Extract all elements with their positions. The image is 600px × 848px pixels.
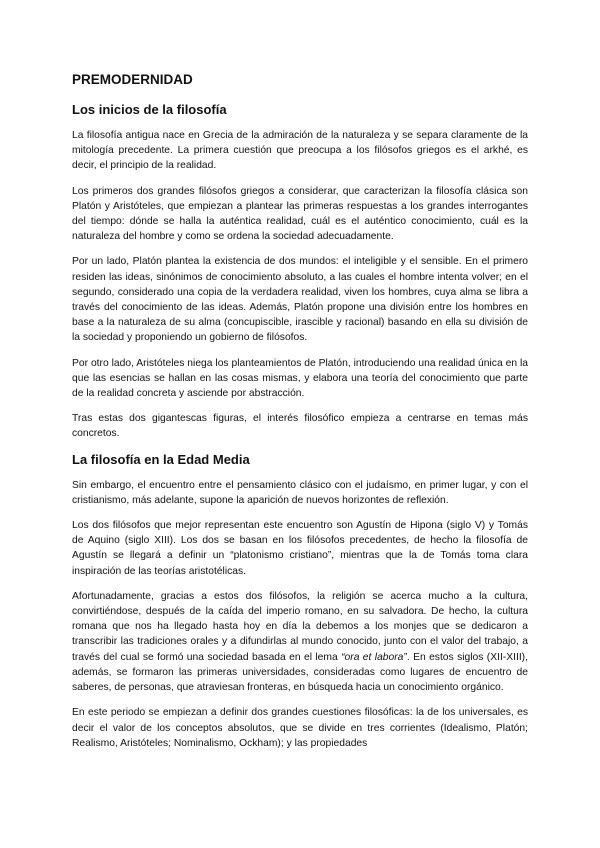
paragraph-text: Afortunadamente, gracias a estos dos filósofos, la religión se acerca mucho a la cultura, convirtiéndose, después de la caída del imperio romano, en su salvadora. De hecho, la cultura romana que nos ha llegado hasta hoy en día la debemos a los monjes que se dedicaron a transcribir las tradiciones orales y a difundirlas al mundo conocido, junto con el valor del trabajo, a través del cual se formó una sociedad basada en el lema [72,590,528,663]
paragraph: Los dos filósofos que mejor representan este encuentro son Agustín de Hipona (siglo V) y Tomás de Aquino (siglo XIII). Los dos se basan en los filósofos precedentes, de hecho la filosofía de Agustín se llegará a definir un “platonismo cristiano”, mientras que la de Tomás toma clara inspiración de las teorías aristotélicas. [72,520,528,577]
paragraph: Por un lado, Platón plantea la existencia de dos mundos: el inteligible y el sensible. En el primero residen las ideas, sinónimos de conocimiento absoluto, a las cuales el hombre intenta volver; en el segundo, considerado una copia de la verdadera realidad, viven los hombres, cuya alma se libra a través del conocimiento de las ideas. Además, Platón propone una división entre los hombres en base a la naturaleza de su alma (concupiscible, irascible y racional) basando en ella su división de la sociedad y proponiendo un gobierno de filósofos. [72,256,528,344]
paragraph [72,589,528,695]
paragraph: Los primeros dos grandes filósofos griegos a considerar, que caracterizan la filosofía clásica son Platón y Aristóteles, que empiezan a plantear las primeras respuestas a los grandes interrogantes del tiempo: dónde se halla la auténtica realidad, cuál es el auténtico conocimiento, cuál es la naturaleza del hombre y como se ordena la sociedad adecuadamente. [72,185,528,243]
motto-text: “ora et labora” [341,651,407,663]
section-heading-edad-media: La filosofía en la Edad Media [72,451,250,467]
paragraph: En este periodo se empiezan a definir dos grandes cuestiones filosóficas: la de los universales, es decir el valor de los conceptos absolutos, que se divide en tres corrientes (Idealismo, Platón; Realismo, Aristóteles; Nominalismo, Ockham); y las propiedades [72,707,528,749]
document-title: PREMODERNIDAD [72,72,193,87]
paragraph-text: . En estos siglos (XII-XIII), además, se formaron las primeras universidades, consideradas como lugares de encuentro de saberes, de personas, que atraviesan fronteras, en búsqueda hacia un conocimiento orgánico. [72,651,528,694]
paragraph: Por otro lado, Aristóteles niega los planteamientos de Platón, introduciendo una realidad única en la que las esencias se hallan en las cosas mismas, y elabora una teoría del conocimiento que parte de la realidad concreta y asciende por abstracción. [72,357,528,400]
paragraph: Sin embargo, el encuentro entre el pensamiento clásico con el judaísmo, en primer lugar, y con el cristianismo, más adelante, supone la aparición de nuevos horizontes de reflexión. [72,479,528,506]
section-heading-inicios: Los inicios de la filosofía [72,102,227,117]
document-page [72,72,528,761]
paragraph: Tras estas dos gigantescas figuras, el interés filosófico empieza a centrarse en temas más concretos. [72,413,528,440]
paragraph: La filosofía antigua nace en Grecia de la admiración de la naturaleza y se separa claramente de la mitología precedente. La primera cuestión que preocupa a los filósofos griegos es el arkhé, es decir, el principio de la realidad. [72,130,528,172]
